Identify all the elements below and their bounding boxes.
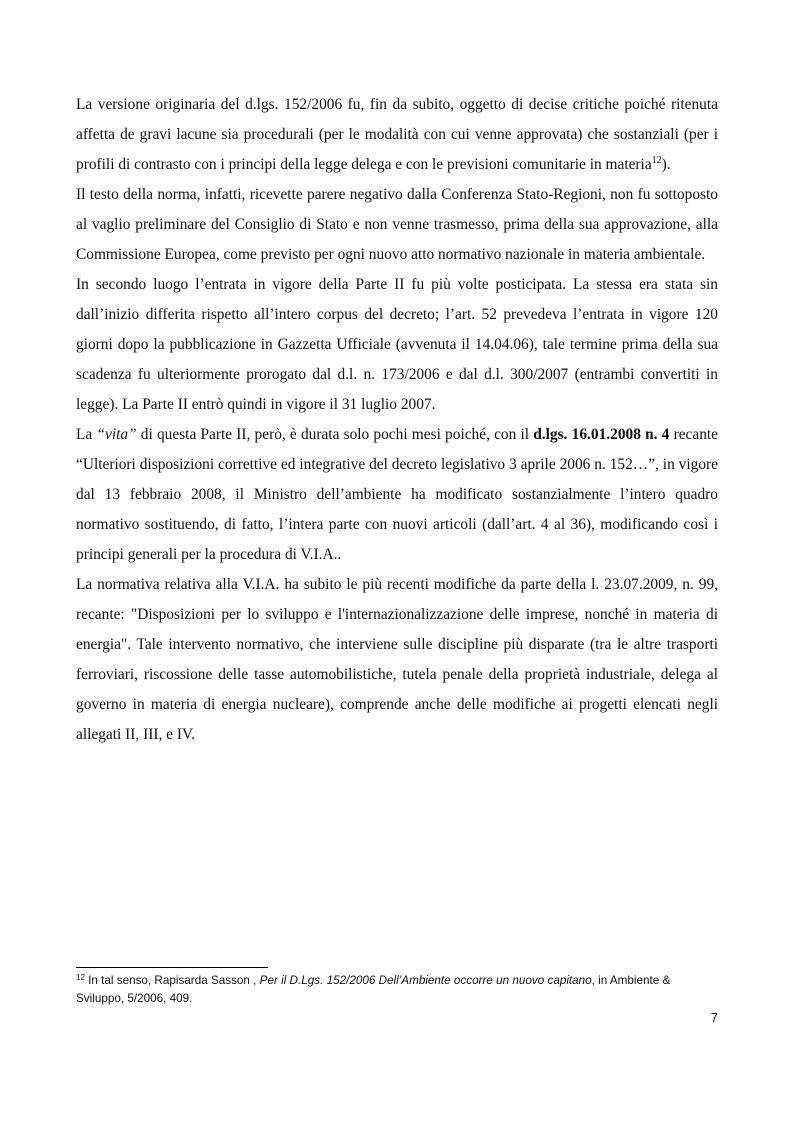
body-text bbox=[76, 90, 718, 750]
footnote-number: 12 bbox=[76, 973, 85, 982]
paragraph-3: In secondo luogo l’entrata in vigore della Parte II fu più volte posticipata. La stessa era stata sin dall’inizio differita rispetto all’intero corpus del decreto; l’art. 52 prevedeva l’entrata in vigore 120 giorni dopo la pubblicazione in Gazzetta Ufficiale (avvenuta il 14.04.06), tale termine prima della sua scadenza fu ulteriormente prorogato dal d.l. n. 173/2006 e dal d.l. 300/2007 (entrambi convertiti in legge). La Parte II entrò quindi in vigore il 31 luglio 2007. bbox=[76, 276, 718, 413]
paragraph-4: La “vita” di questa Parte II, però, è durata solo pochi mesi poiché, con il d.lgs. 16.01.2008 n. 4 recante “Ulteriori disposizioni correttive ed integrative del decreto legislativo 3 aprile 2006 n. 152…”, in vigore dal 13 febbraio 2008, il Ministro dell’ambiente ha modificato sostanzialmente l’intero quadro normativo sostituendo, di fatto, l’intera parte con nuovi articoli (dall’art. 4 al 36), modificando così i principi generali per la procedura di V.I.A.. bbox=[76, 426, 718, 563]
decree-reference: d.lgs. 16.01.2008 n. 4 bbox=[533, 426, 670, 443]
footnote-reference[interactable]: 12 bbox=[651, 155, 662, 166]
page-number: 7 bbox=[710, 1010, 718, 1025]
footnote-title: Per il D.Lgs. 152/2006 Dell’Ambiente occorre un nuovo capitano bbox=[259, 974, 592, 987]
paragraph-1: La versione originaria del d.lgs. 152/2006 fu, fin da subito, oggetto di decise critiche poiché ritenuta affetta de gravi lacune sia procedurali (per le modalità con cui venne approvata) che sostanziali (per i profili di contrasto con i principi della legge delega e con le previsioni comunitarie in materia$^{12}$). bbox=[76, 96, 718, 173]
paragraph-5: La normativa relativa alla V.I.A. ha subito le più recenti modifiche da parte della l. 23.07.2009, n. 99, recante: "Disposizioni per lo sviluppo e l'internazionalizzazione delle imprese, nonché in materia di energia". Tale intervento normativo, che interviene sulle discipline più disparate (tra le altre trasporti ferroviari, riscossione delle tasse automobilistiche, tutela penale della proprietà industriale, delega al governo in materia di energia nucleare), comprende anche delle modifiche ai progetti elencati negli allegati II, III, e IV. bbox=[76, 576, 718, 743]
vita-quote: “vita” bbox=[96, 426, 137, 443]
footnote-divider bbox=[76, 967, 268, 968]
paragraph-2: Il testo della norma, infatti, ricevette parere negativo dalla Conferenza Stato-Regioni, non fu sottoposto al vaglio preliminare del Consiglio di Stato e non venne trasmesso, prima della sua approvazione, alla Commissione Europea, come previsto per ogni nuovo atto normativo nazionale in materia ambientale. bbox=[76, 186, 718, 263]
footnote: $^{12}$ In tal senso, Rapisarda Sasson , Per il D.Lgs. 152/2006 Dell’Ambiente occorre un nuovo capitano, in Ambiente & Sviluppo, 5/2006, 409. bbox=[76, 973, 671, 1005]
